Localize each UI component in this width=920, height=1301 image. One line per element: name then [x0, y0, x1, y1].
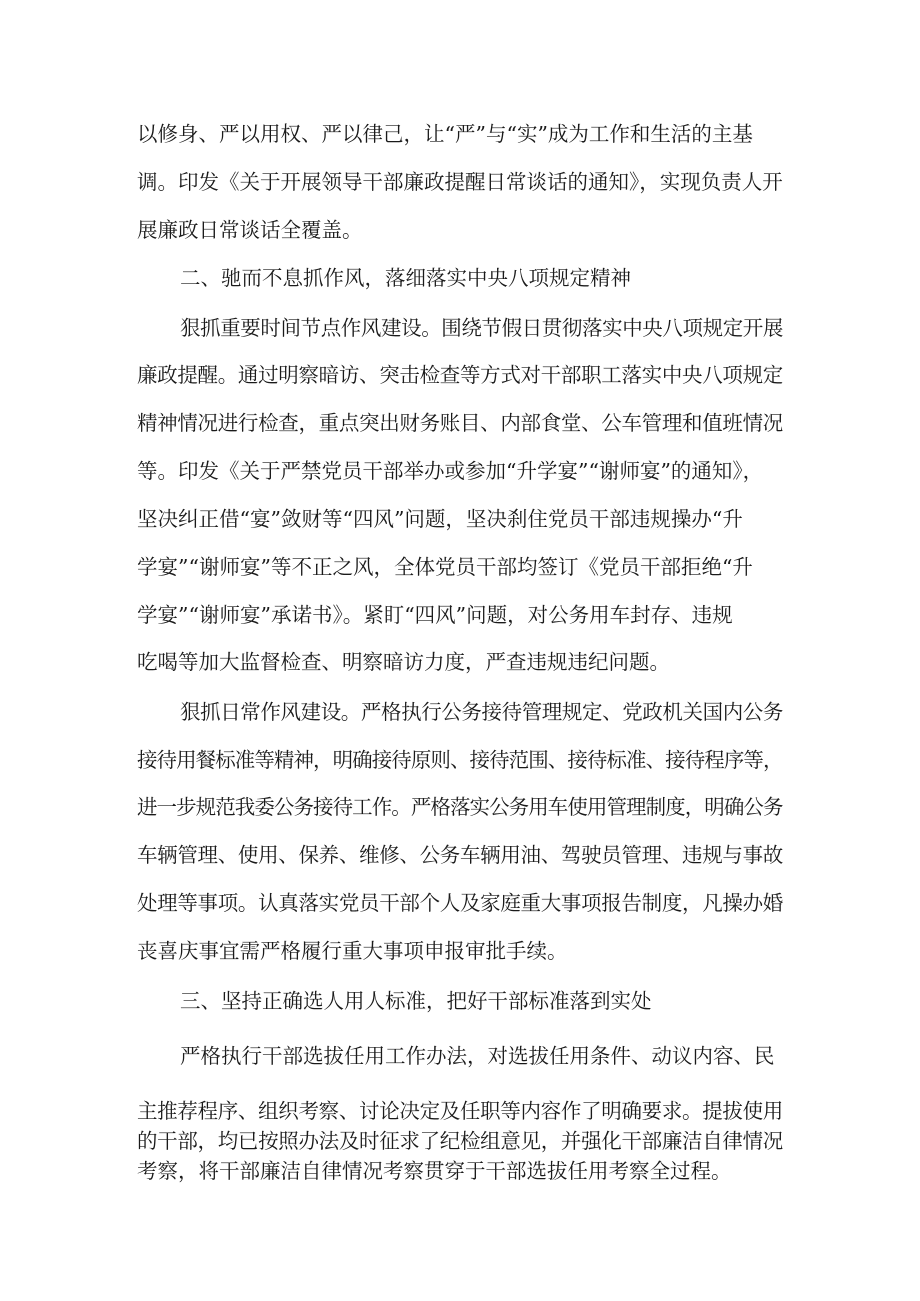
text-line: 学宴”“谢师宴”等不正之风，全体党员干部均签订《党员干部拒绝“升 — [137, 555, 753, 579]
text-line: 丧喜庆事宜需严格履行重大事项申报审批手续。 — [137, 939, 568, 963]
text-line: 车辆管理、使用、保养、维修、公务车辆用油、驾驶员管理、违规与事故 — [137, 843, 783, 867]
text-line: 严格执行干部选拔任用工作办法，对选拔任用条件、动议内容、民 — [180, 1044, 775, 1068]
text-line: 学宴”“谢师宴”承诺书》。紧盯“四风”问题，对公务用车封存、违规 — [137, 603, 733, 627]
text-line: 精神情况进行检查，重点突出财务账目、内部食堂、公车管理和值班情况 — [137, 411, 783, 435]
text-line: 以修身、严以用权、严以律己，让“严”与“实”成为工作和生活的主基 — [137, 122, 753, 146]
text-line: 接待用餐标准等精神，明确接待原则、接待范围、接待标准、接待程序等， — [137, 748, 783, 772]
text-line: 吃喝等加大监督检查、明察暗访力度，严查违规违纪问题。 — [137, 650, 670, 674]
section-heading: 三、坚持正确选人用人标准，把好干部标准落到实处 — [180, 989, 652, 1013]
text-line: 主推荐程序、组织考察、讨论决定及任职等内容作了明确要求。提拔使用 — [137, 1099, 783, 1123]
text-line: 狠抓日常作风建设。严格执行公务接待管理规定、党政机关国内公务 — [180, 700, 783, 724]
section-heading: 二、驰而不息抓作风，落细落实中央八项规定精神 — [180, 266, 631, 290]
text-line: 处理等事项。认真落实党员干部个人及家庭重大事项报告制度，凡操办婚 — [137, 891, 783, 915]
text-line: 廉政提醒。通过明察暗访、突击检查等方式对干部职工落实中央八项规定 — [137, 363, 783, 387]
text-line: 考察，将干部廉洁自律情况考察贯穿于干部选拔任用考察全过程。 — [137, 1159, 732, 1183]
text-line: 展廉政日常谈话全覆盖。 — [137, 218, 363, 242]
text-line: 进一步规范我委公务接待工作。严格落实公务用车使用管理制度，明确公务 — [137, 795, 783, 819]
text-line: 等。印发《关于严禁党员干部举办或参加“升学宴”“谢师宴”的通知》， — [137, 459, 764, 483]
text-line: 狠抓重要时间节点作风建设。围绕节假日贯彻落实中央八项规定开展 — [180, 316, 783, 340]
text-line: 坚决纠正借“宴”敛财等“四风”问题，坚决刹住党员干部违规操办“升 — [137, 507, 743, 531]
text-line: 调。印发《关于开展领导干部廉政提醒日常谈话的通知》，实现负责人开 — [137, 170, 783, 194]
text-line: 的干部，均已按照办法及时征求了纪检组意见，并强化干部廉洁自律情况 — [137, 1129, 783, 1153]
